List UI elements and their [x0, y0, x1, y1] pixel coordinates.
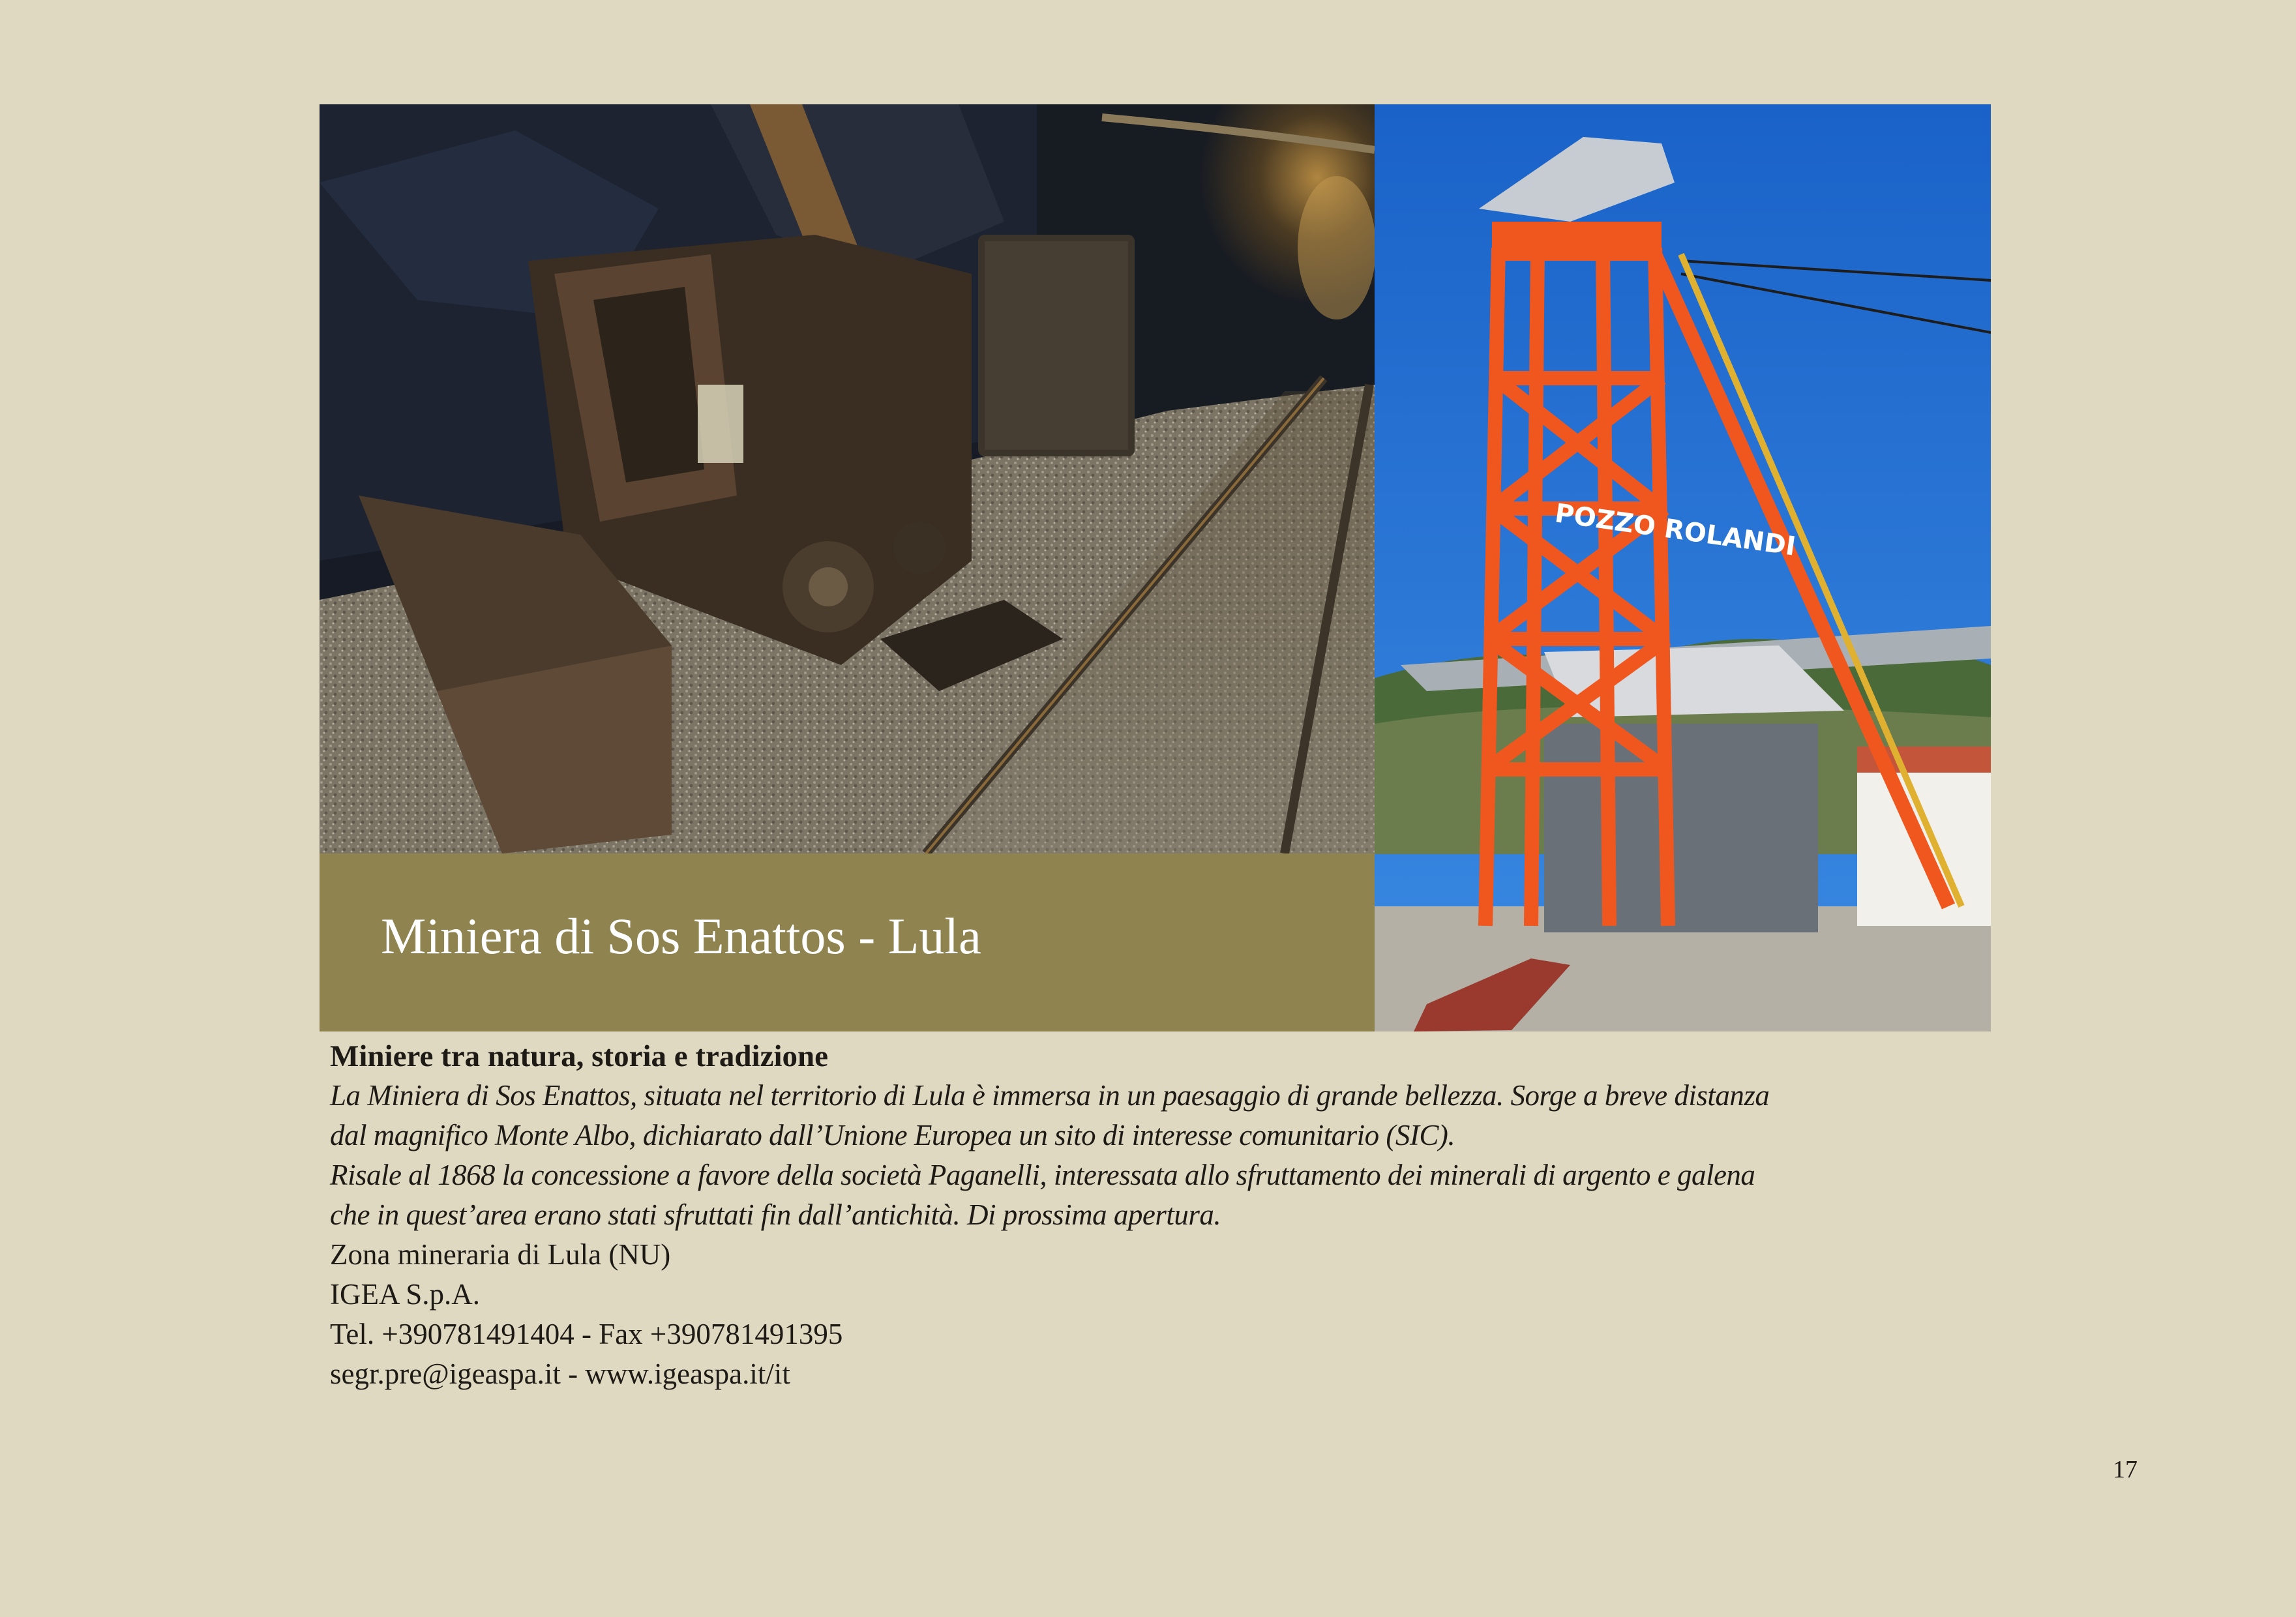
- paragraph-line: La Miniera di Sos Enattos, situata nel territorio di Lula è immersa in un paesaggio di grande bellezza. Sorge a breve distanza: [330, 1079, 1770, 1112]
- section-heading: Miniere tra natura, storia e tradizione: [330, 1039, 829, 1073]
- phone-line: Tel. +390781491404 - Fax +390781491395: [330, 1318, 843, 1350]
- paragraph-line: Risale al 1868 la concessione a favore della società Paganelli, interessata allo sfruttamento dei minerali di argento e galena: [330, 1159, 1755, 1191]
- title-band: [320, 853, 1375, 1031]
- paragraph-line: che in quest’area erano stati sfruttati fin dall’antichità. Di prossima apertura.: [330, 1198, 1221, 1231]
- address-line: Zona mineraria di Lula (NU): [330, 1238, 671, 1271]
- tower-photo-illustration: [1375, 104, 1991, 1031]
- photo-figure: [320, 104, 1991, 1031]
- mine-photo-illustration: [320, 104, 1375, 853]
- page-title: Miniera di Sos Enattos - Lula: [381, 908, 981, 964]
- email-web-line: segr.pre@igeaspa.it - www.igeaspa.it/it: [330, 1357, 790, 1390]
- mine-photo: [320, 104, 1375, 853]
- page-number: 17: [2113, 1456, 2138, 1483]
- tower-photo: [1375, 104, 1991, 1031]
- paragraph-line: dal magnifico Monte Albo, dichiarato dall’Unione Europea un sito di interesse comunitario (SIC).: [330, 1119, 1455, 1151]
- description-block: [330, 1037, 1895, 1394]
- tower-sign-text: POZZO ROLANDI: [1553, 498, 1798, 562]
- company-line: IGEA S.p.A.: [330, 1278, 481, 1311]
